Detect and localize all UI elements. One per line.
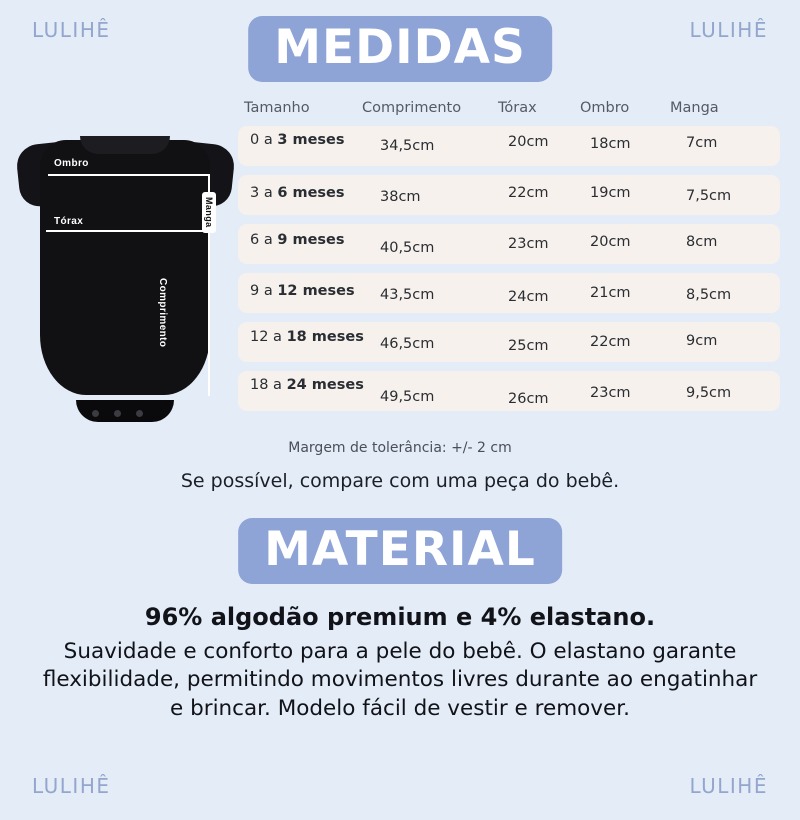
- cell-comprimento: 49,5cm: [380, 389, 435, 405]
- cell-tamanho: 3 a 6 meses: [250, 185, 345, 201]
- cell-tamanho: 0 a 3 meses: [250, 132, 345, 148]
- watermark-top-left: LULIHÊ: [32, 18, 111, 42]
- cell-tamanho: 6 a 9 meses: [250, 232, 345, 248]
- cell-comprimento: 34,5cm: [380, 138, 435, 154]
- cell-ombro: 20cm: [590, 234, 631, 250]
- table-row: [238, 126, 780, 166]
- cell-tamanho: 12 a 18 meses: [250, 329, 364, 345]
- section-heading-material-label: MATERIAL: [264, 522, 536, 577]
- measure-line-torax: [46, 230, 212, 232]
- cell-ombro: 18cm: [590, 136, 631, 152]
- table-row: [238, 371, 780, 411]
- table-row: [238, 224, 780, 264]
- measure-label-comprimento: Comprimento: [157, 278, 168, 348]
- table-header-row: [238, 100, 780, 126]
- measure-label-manga: Manga: [202, 192, 216, 233]
- cell-comprimento: 40,5cm: [380, 240, 435, 256]
- watermark-top-right: LULIHÊ: [689, 18, 768, 42]
- material-description: Suavidade e conforto para a pele do bebê. O elastano garante flexibilidade, permitindo movimentos livres durante ao engatinhar e brincar. Modelo fácil de vestir e remover.: [42, 639, 758, 721]
- product-photo: [18, 130, 233, 430]
- cell-ombro: 19cm: [590, 185, 631, 201]
- snap-button-icon: [114, 410, 121, 417]
- table-row: [238, 175, 780, 215]
- compare-note: Se possível, compare com uma peça do bebê.: [180, 470, 620, 492]
- snap-button-icon: [136, 410, 143, 417]
- column-header-ombro: Ombro: [580, 100, 630, 116]
- column-header-tamanho: Tamanho: [244, 100, 310, 116]
- cell-torax: 23cm: [508, 236, 549, 252]
- cell-tamanho: 9 a 12 meses: [250, 283, 355, 299]
- crotch-shape: [76, 400, 174, 422]
- cell-torax: 22cm: [508, 185, 549, 201]
- cell-torax: 24cm: [508, 289, 549, 305]
- measure-line-ombro: [48, 174, 208, 176]
- material-headline: 96% algodão premium e 4% elastano.: [144, 603, 656, 631]
- cell-comprimento: 38cm: [380, 189, 421, 205]
- tolerance-note: Margem de tolerância: +/- 2 cm: [288, 440, 512, 456]
- cell-ombro: 23cm: [590, 385, 631, 401]
- table-row: [238, 273, 780, 313]
- cell-torax: 25cm: [508, 338, 549, 354]
- measure-label-ombro: Ombro: [54, 158, 89, 169]
- neckline-shape: [80, 136, 170, 154]
- watermark-bottom-right: LULIHÊ: [689, 774, 768, 798]
- cell-manga: 7,5cm: [686, 188, 732, 204]
- measure-label-torax: Tórax: [54, 216, 84, 227]
- section-heading-medidas: [248, 16, 552, 82]
- cell-comprimento: 46,5cm: [380, 336, 435, 352]
- table-row: [238, 322, 780, 362]
- snap-button-icon: [92, 410, 99, 417]
- cell-manga: 9,5cm: [686, 385, 732, 401]
- bodysuit-shape: [40, 140, 210, 395]
- watermark-bottom-left: LULIHÊ: [32, 774, 111, 798]
- cell-manga: 7cm: [686, 135, 718, 151]
- column-header-manga: Manga: [670, 100, 719, 116]
- measurements-table: [238, 100, 780, 420]
- column-header-comprimento: Comprimento: [362, 100, 462, 116]
- cell-manga: 9cm: [686, 333, 718, 349]
- cell-comprimento: 43,5cm: [380, 287, 435, 303]
- cell-torax: 26cm: [508, 391, 549, 407]
- cell-ombro: 21cm: [590, 285, 631, 301]
- cell-tamanho: 18 a 24 meses: [250, 377, 364, 393]
- cell-torax: 20cm: [508, 134, 549, 150]
- section-heading-material: [238, 518, 562, 584]
- cell-manga: 8,5cm: [686, 287, 732, 303]
- section-heading-medidas-label: MEDIDAS: [274, 20, 526, 75]
- cell-ombro: 22cm: [590, 334, 631, 350]
- column-header-torax: Tórax: [498, 100, 537, 116]
- cell-manga: 8cm: [686, 234, 718, 250]
